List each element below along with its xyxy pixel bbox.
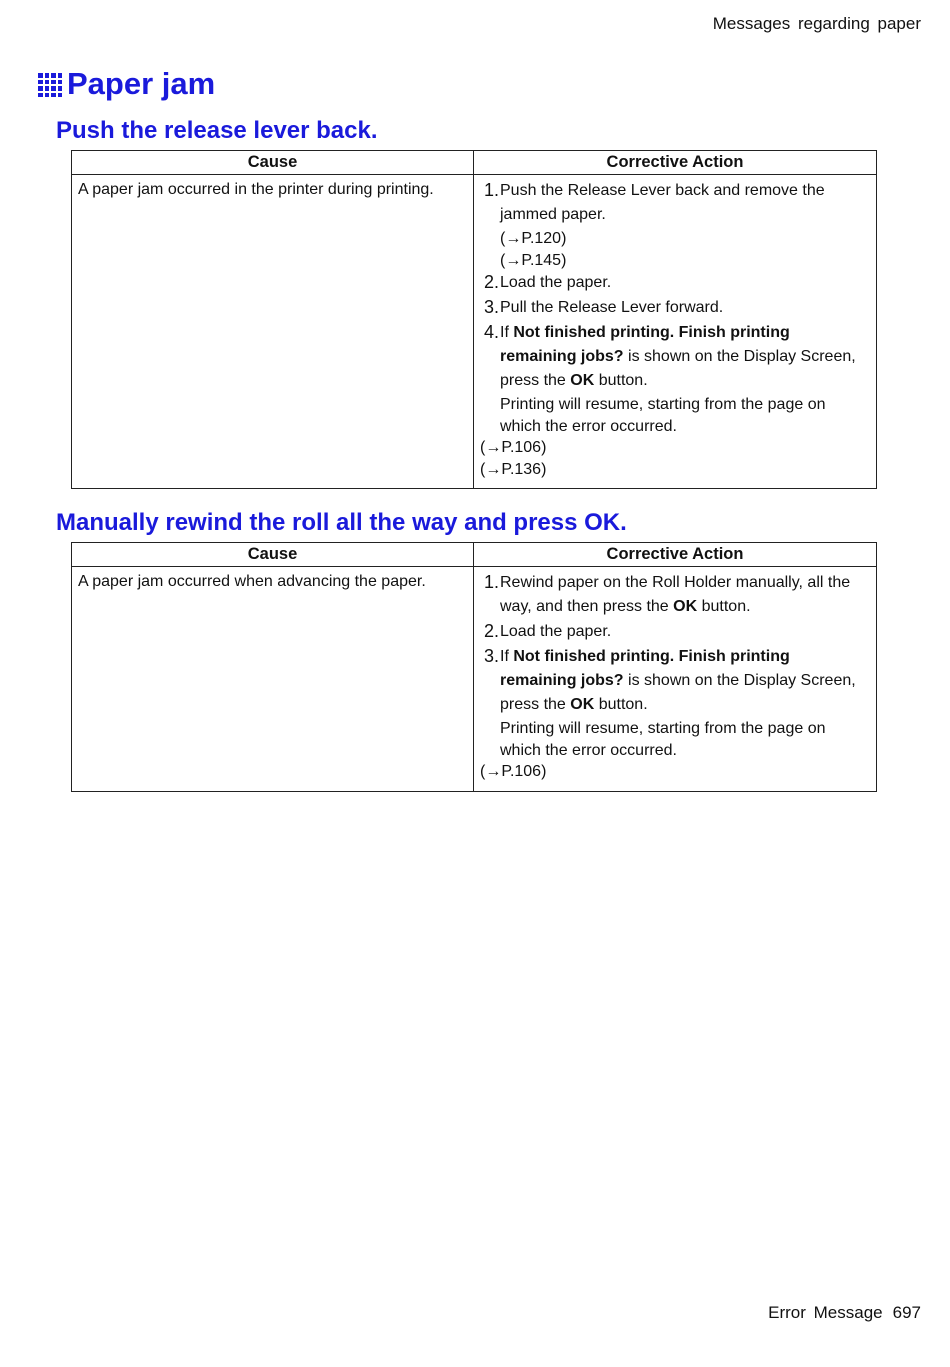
page-reference-link[interactable]: (→P.106) bbox=[480, 763, 547, 780]
footer-section: Error Message bbox=[768, 1303, 883, 1322]
step-item: 2. Load the paper. bbox=[484, 621, 612, 641]
cause-cell: A paper jam occurred when advancing the paper. bbox=[72, 567, 474, 792]
page-reference-link[interactable]: (→P.145) bbox=[500, 251, 567, 269]
message-title-release-lever: Push the release lever back. bbox=[56, 117, 378, 144]
section-title-text: Paper jam bbox=[67, 66, 216, 101]
step-item: 3. If Not finished printing. Finish printing remaining jobs? is shown on the Display Screen, press the OK button. bbox=[484, 646, 856, 713]
corrective-action-header: Corrective Action bbox=[474, 151, 877, 175]
step-item: 4. If Not finished printing. Finish printing remaining jobs? is shown on the Display Screen, press the OK button. bbox=[484, 322, 856, 389]
cause-header: Cause bbox=[72, 151, 474, 175]
page-footer bbox=[768, 1303, 921, 1323]
display-message: Not finished printing. Finish printing remaining jobs? bbox=[500, 324, 790, 365]
step-note: Printing will resume, starting from the page on which the error occurred. bbox=[500, 720, 826, 759]
message-table-rewind-roll bbox=[71, 542, 877, 792]
step-item: 1. Push the Release Lever back and remove the jammed paper. bbox=[484, 180, 825, 223]
corrective-action-cell bbox=[474, 567, 877, 792]
step-item: 1. Rewind paper on the Roll Holder manually, all the way, and then press the OK button. bbox=[484, 572, 851, 615]
ok-button-label: OK bbox=[673, 598, 698, 615]
page-reference-link[interactable]: (→P.136) bbox=[480, 460, 547, 478]
corrective-action-header: Corrective Action bbox=[474, 543, 877, 567]
message-title-rewind-roll: Manually rewind the roll all the way and press OK. bbox=[56, 509, 627, 536]
cause-header: Cause bbox=[72, 543, 474, 567]
ok-button-label: OK bbox=[570, 696, 595, 713]
step-item: 3. Pull the Release Lever forward. bbox=[484, 297, 724, 317]
cause-cell: A paper jam occurred in the printer during printing. bbox=[72, 175, 474, 489]
page-reference-link[interactable]: (→P.106) bbox=[480, 439, 547, 456]
grid-icon bbox=[38, 73, 62, 97]
ok-button-label: OK bbox=[570, 372, 595, 389]
page-reference-link[interactable]: (→P.120) bbox=[500, 230, 567, 247]
corrective-action-cell bbox=[474, 175, 877, 489]
running-header: Messages regarding paper bbox=[712, 14, 921, 33]
step-item: 2. Load the paper. bbox=[484, 272, 612, 292]
section-title bbox=[38, 66, 215, 102]
message-table-release-lever bbox=[71, 150, 877, 489]
display-message: Not finished printing. Finish printing remaining jobs? bbox=[500, 648, 790, 689]
page-number: 697 bbox=[892, 1303, 921, 1322]
step-note: Printing will resume, starting from the page on which the error occurred. bbox=[500, 396, 826, 435]
